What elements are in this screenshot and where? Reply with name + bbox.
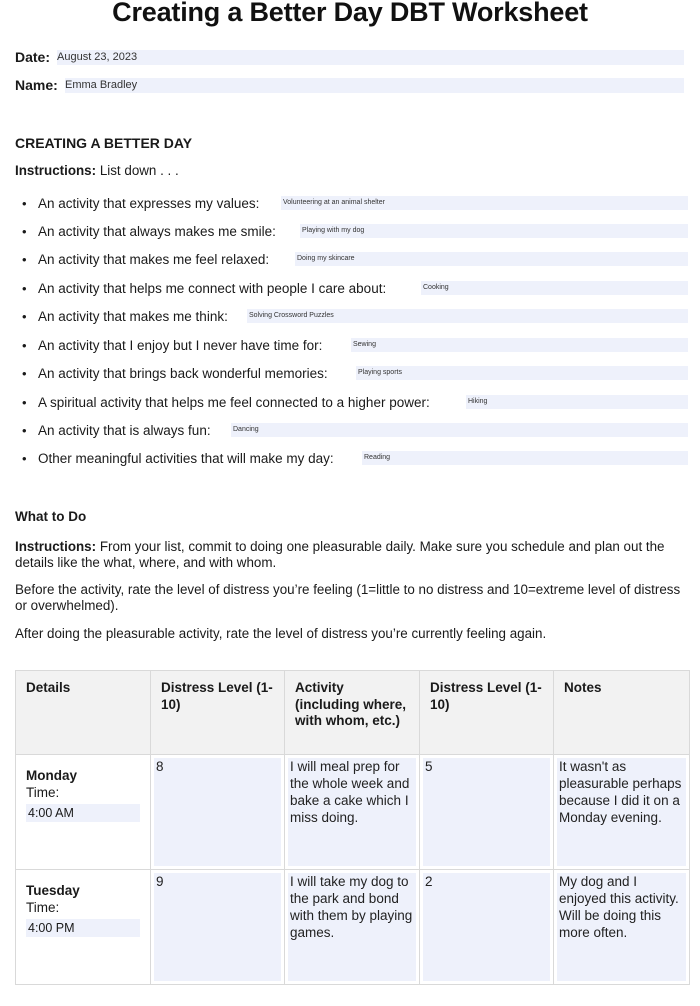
list-item bbox=[22, 450, 334, 466]
list-item-label: An activity that I enjoy but I never have time for: bbox=[38, 337, 323, 353]
schedule-table bbox=[15, 670, 690, 985]
bullet-icon: • bbox=[22, 280, 27, 296]
bullet-icon: • bbox=[22, 394, 27, 410]
activity-field[interactable]: Hiking bbox=[466, 395, 688, 409]
distress-before-field[interactable]: 9 bbox=[154, 873, 281, 981]
day-label: Tuesday bbox=[26, 883, 80, 898]
activity-cell bbox=[285, 870, 420, 985]
list-item bbox=[22, 394, 430, 410]
instructions-text: From your list, commit to doing one pleasurable daily. Make sure you schedule and plan out the details like the what, where, and with whom. bbox=[15, 539, 665, 570]
bullet-icon: • bbox=[22, 337, 27, 353]
instructions-label: Instructions: bbox=[15, 539, 97, 554]
instructions-list bbox=[15, 163, 687, 179]
distress-before-cell bbox=[151, 870, 285, 985]
notes-field[interactable]: My dog and I enjoyed this activity. Will be doing this more often. bbox=[557, 873, 686, 981]
table-row bbox=[16, 870, 690, 985]
header-distress-after: Distress Level (1-10) bbox=[420, 671, 554, 755]
section-heading-what-to-do: What to Do bbox=[15, 509, 87, 524]
activity-field[interactable]: Doing my skincare bbox=[295, 252, 688, 266]
page-title: Creating a Better Day DBT Worksheet bbox=[112, 0, 588, 27]
activity-field[interactable]: Sewing bbox=[351, 338, 688, 352]
header-distress-before: Distress Level (1-10) bbox=[151, 671, 285, 755]
activity-field[interactable]: I will take my dog to the park and bond with them by playing games. bbox=[288, 873, 416, 981]
list-item bbox=[22, 308, 228, 324]
bullet-icon: • bbox=[22, 365, 27, 381]
distress-after-cell bbox=[420, 870, 554, 985]
notes-cell bbox=[554, 755, 690, 870]
activity-field[interactable]: Cooking bbox=[421, 281, 688, 295]
distress-before-instructions: Before the activity, rate the level of distress you’re feeling (1=little to no distress and 10=extreme level of distress or overwhelmed). bbox=[15, 582, 681, 613]
section-heading-better-day: CREATING A BETTER DAY bbox=[15, 135, 193, 151]
bullet-icon: • bbox=[22, 422, 27, 438]
distress-before-cell bbox=[151, 755, 285, 870]
day-label: Monday bbox=[26, 768, 78, 783]
notes-cell bbox=[554, 870, 690, 985]
distress-after-field[interactable]: 2 bbox=[423, 873, 550, 981]
list-item-label: An activity that helps me connect with people I care about: bbox=[38, 280, 387, 296]
table-header-row bbox=[16, 671, 690, 755]
activity-field[interactable]: Solving Crossword Puzzles bbox=[247, 309, 688, 323]
list-item bbox=[22, 195, 259, 211]
list-item bbox=[22, 280, 386, 296]
activity-field[interactable]: Reading bbox=[362, 451, 688, 465]
activity-cell bbox=[285, 755, 420, 870]
list-item bbox=[22, 251, 269, 267]
distress-before-field[interactable]: 8 bbox=[154, 758, 281, 866]
bullet-icon: • bbox=[22, 308, 27, 324]
header-details: Details bbox=[16, 671, 151, 755]
notes-field[interactable]: It wasn't as pleasurable perhaps because I did it on a Monday evening. bbox=[557, 758, 686, 866]
list-item bbox=[22, 223, 276, 239]
list-item-label: An activity that always makes me smile: bbox=[38, 223, 276, 239]
list-item-label: Other meaningful activities that will make my day: bbox=[38, 450, 334, 466]
distress-after-field[interactable]: 5 bbox=[423, 758, 550, 866]
bullet-icon: • bbox=[22, 195, 27, 211]
instructions-label: Instructions: bbox=[15, 163, 97, 178]
bullet-icon: • bbox=[22, 223, 27, 239]
name-label: Name: bbox=[15, 77, 58, 93]
date-field[interactable]: August 23, 2023 bbox=[57, 50, 684, 65]
bullet-icon: • bbox=[22, 251, 27, 267]
activity-field[interactable]: Playing sports bbox=[356, 366, 688, 380]
activity-field[interactable]: I will meal prep for the whole week and bake a cake which I miss doing. bbox=[288, 758, 416, 866]
list-item-label: A spiritual activity that helps me feel connected to a higher power: bbox=[38, 394, 430, 410]
time-field[interactable]: 4:00 PM bbox=[26, 919, 140, 937]
date-row bbox=[15, 49, 684, 65]
name-field[interactable]: Emma Bradley bbox=[65, 78, 684, 93]
instructions-what-to-do bbox=[15, 539, 687, 571]
time-field[interactable]: 4:00 AM bbox=[26, 804, 140, 822]
distress-after-cell bbox=[420, 755, 554, 870]
name-row bbox=[15, 77, 684, 93]
header-notes: Notes bbox=[554, 671, 690, 755]
time-label: Time: bbox=[26, 900, 60, 915]
list-item-label: An activity that makes me feel relaxed: bbox=[38, 251, 270, 267]
activity-field[interactable]: Volunteering at an animal shelter bbox=[281, 196, 688, 210]
header-activity: Activity (including where, with whom, etc.) bbox=[285, 671, 420, 755]
list-item bbox=[22, 365, 328, 381]
details-cell bbox=[16, 870, 151, 985]
activity-field[interactable]: Playing with my dog bbox=[300, 224, 688, 238]
instructions-text: List down . . . bbox=[96, 163, 179, 178]
list-item bbox=[22, 337, 322, 353]
distress-after-instructions: After doing the pleasurable activity, rate the level of distress you’re currently feeling again. bbox=[15, 626, 547, 641]
list-item-label: An activity that expresses my values: bbox=[38, 195, 260, 211]
list-item-label: An activity that brings back wonderful memories: bbox=[38, 365, 328, 381]
time-label: Time: bbox=[26, 785, 60, 800]
list-item-label: An activity that makes me think: bbox=[38, 308, 228, 324]
list-item-label: An activity that is always fun: bbox=[38, 422, 211, 438]
table-row bbox=[16, 755, 690, 870]
details-cell bbox=[16, 755, 151, 870]
list-item bbox=[22, 422, 211, 438]
date-label: Date: bbox=[15, 49, 51, 65]
activity-field[interactable]: Dancing bbox=[231, 423, 688, 437]
bullet-icon: • bbox=[22, 450, 27, 466]
